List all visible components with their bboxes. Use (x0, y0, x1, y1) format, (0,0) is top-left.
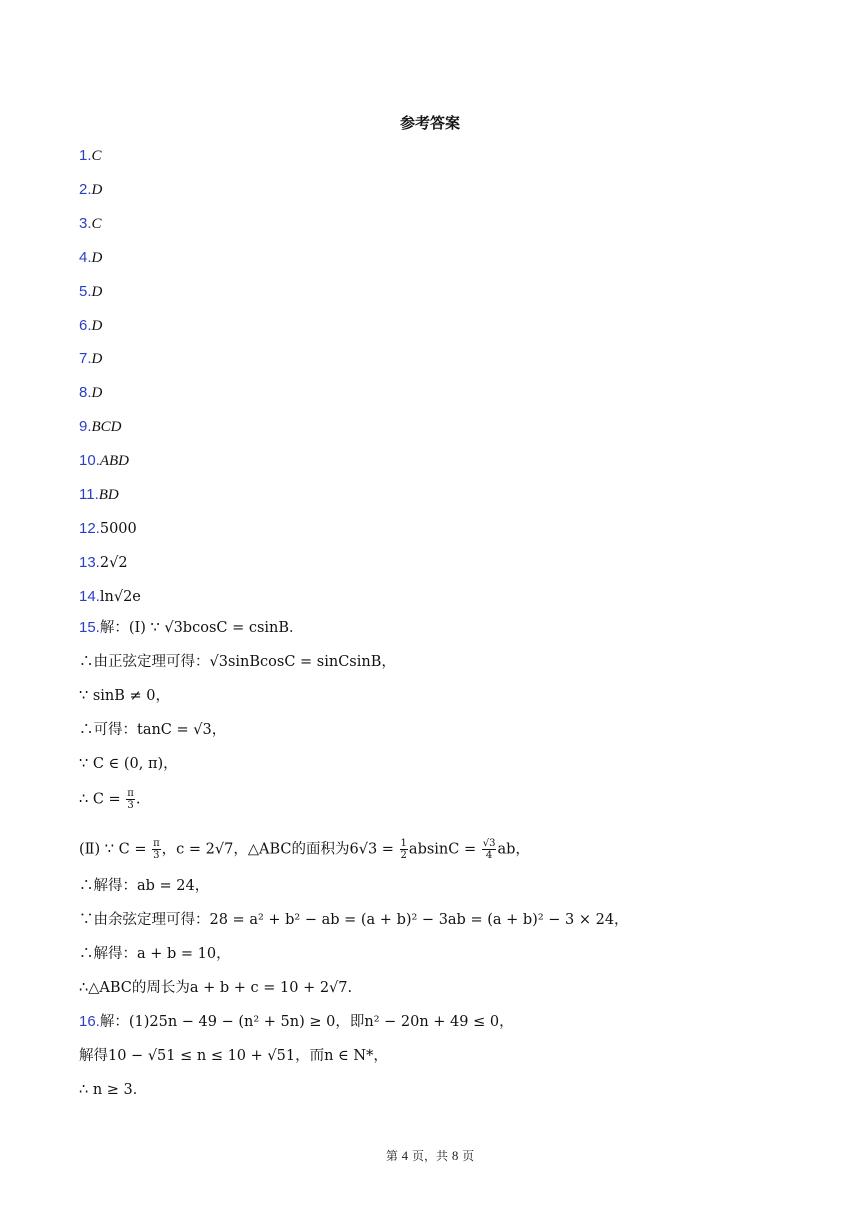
question-number: 10. (79, 452, 100, 470)
fraction: $\frac{\pi}{3}$ (127, 788, 134, 811)
answer-value: D (91, 317, 103, 334)
q15-line-7: (Ⅱ) ∵ C = $\frac{\pi}{3}$ ，c = 2√7，△ABC的面积为6√3 = $\frac{1}{2}$ absinC = $\frac{√3}{4}$ ab， (79, 838, 530, 861)
question-number: 3. (79, 214, 92, 232)
answer-value: D (91, 181, 103, 198)
q15-line-10: ∴解得：a + b = 10， (79, 946, 231, 962)
question-number: 16. (79, 1013, 100, 1030)
fraction: $\frac{√3}{4}$ (482, 838, 496, 861)
q16-line-1: 16.解：(1)25n − 49 − (n² + 5n) ≥ 0，即n² − 20n + 49 ≤ 0， (79, 1013, 514, 1030)
answer-line (79, 553, 128, 573)
question-number: 5. (79, 282, 92, 300)
answer-line (79, 417, 122, 437)
answer-line (79, 587, 141, 607)
question-number: 12. (79, 519, 100, 537)
answer-line (79, 383, 102, 403)
q15-line-1 (79, 618, 304, 638)
q16-line-2: 解得10 − √51 ≤ n ≤ 10 + √51，而n ∈ N*， (79, 1048, 388, 1064)
q15-line-8: ∴解得：ab = 24， (79, 878, 210, 894)
q15-line-11: ∴△ABC的周长为a + b + c = 10 + 2√7. (79, 980, 353, 996)
answer-line (79, 485, 119, 505)
page-title: 参考答案 (399, 114, 460, 132)
answer-line (79, 316, 102, 336)
question-number: 9. (79, 418, 92, 436)
question-number: 11. (79, 486, 99, 503)
answer-line (79, 180, 102, 200)
question-number: 8. (79, 384, 92, 402)
q15-line-3: ∵ sinB ≠ 0， (79, 688, 171, 704)
question-number: 2. (79, 180, 92, 198)
answer-line (79, 214, 102, 234)
answer-value: C (91, 215, 102, 232)
q15-line-6: ∴ C = $\frac{\pi}{3}$ . (79, 788, 141, 811)
answer-value: D (91, 249, 103, 266)
answer-value: D (91, 385, 103, 402)
q15-line-4: ∴可得：tanC = √3， (79, 722, 227, 738)
answer-value: BD (98, 487, 119, 503)
q15-text-1: 解：(Ⅰ) ∵ √3bcosC = csinB． (99, 620, 304, 636)
answer-value: D (91, 283, 103, 300)
answer-line (79, 451, 129, 471)
question-number: 14. (79, 587, 100, 605)
fraction: $\frac{\pi}{3}$ (153, 838, 160, 861)
question-number: 4. (79, 248, 92, 266)
answer-value: ABD (99, 453, 130, 470)
page-footer: 第 4 页，共 8 页 (385, 1148, 475, 1163)
q15-line-9: ∵由余弦定理可得：28 = a² + b² − ab = (a + b)² − 3ab = (a + b)² − 3 × 24， (79, 912, 629, 928)
answer-value: ln√2e (99, 588, 141, 605)
answer-line (79, 146, 102, 166)
question-number: 1. (79, 147, 92, 164)
answer-value: C (91, 148, 102, 164)
question-number: 7. (79, 350, 92, 368)
q15-line-2: ∴由正弦定理可得：√3sinBcosC = sinCsinB， (79, 654, 396, 670)
answer-line (79, 282, 102, 302)
fraction: $\frac{1}{2}$ (400, 838, 407, 861)
answer-line (79, 349, 102, 369)
question-number: 6. (79, 316, 92, 334)
answer-line (79, 519, 137, 539)
answer-line (79, 248, 102, 268)
q15-line-5: ∵ C ∈ (0, π)， (79, 756, 178, 772)
question-number: 15. (79, 619, 100, 636)
answer-value: 5000 (99, 520, 137, 537)
answer-value: 2√2 (99, 554, 128, 571)
answer-value: BCD (91, 419, 122, 436)
answer-value: D (91, 351, 103, 368)
q16-line-3: ∴ n ≥ 3． (79, 1082, 148, 1098)
question-number: 13. (79, 553, 100, 571)
